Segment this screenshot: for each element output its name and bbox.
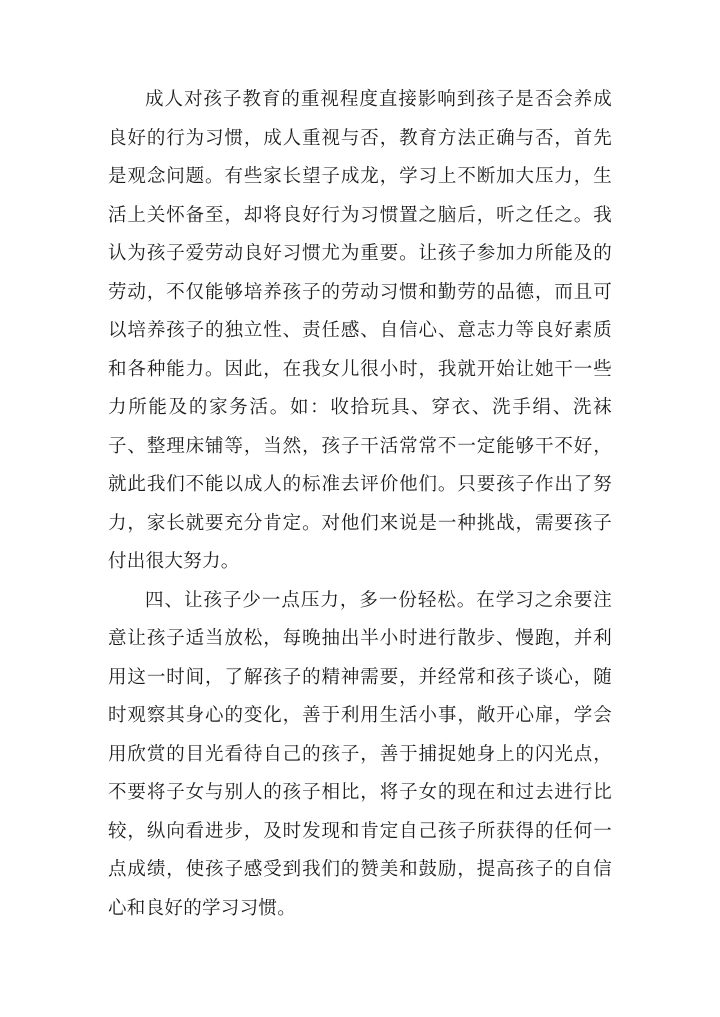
document-page: [108, 81, 612, 928]
paragraph-less-pressure: 四、让孩子少一点压力，多一份轻松。在学习之余要注意让孩子适当放松，每晚抽出半小时进行散步、慢跑，并利用这一时间，了解孩子的精神需要，并经常和孩子谈心，随时观察其身心的变化，善于利用生活小事，敞开心扉，学会用欣赏的目光看待自己的孩子，善于捕捉她身上的闪光点，不要将子女与别人的孩子相比，将子女的现在和过去进行比较，纵向看进步，及时发现和肯定自己孩子所获得的任何一点成绩，使孩子感受到我们的赞美和鼓励，提高孩子的自信心和良好的学习习惯。: [108, 589, 612, 919]
paragraph-habits: 成人对孩子教育的重视程度直接影响到孩子是否会养成良好的行为习惯，成人重视与否，教育方法正确与否，首先是观念问题。有些家长望子成龙，学习上不断加大压力，生活上关怀备至，却将良好行为习惯置之脑后，听之任之。我认为孩子爱劳动良好习惯尤为重要。让孩子参加力所能及的劳动，不仅能够培养孩子的劳动习惯和勤劳的品德，而且可以培养孩子的独立性、责任感、自信心、意志力等良好素质和各种能力。因此，在我女儿很小时，我就开始让她干一些力所能及的家务活。如：收拾玩具、穿衣、洗手绢、洗袜子、整理床铺等，当然，孩子干活常常不一定能够干不好，就此我们不能以成人的标准去评价他们。只要孩子作出了努力，家长就要充分肯定。对他们来说是一种挑战，需要孩子付出很大努力。: [108, 89, 612, 572]
